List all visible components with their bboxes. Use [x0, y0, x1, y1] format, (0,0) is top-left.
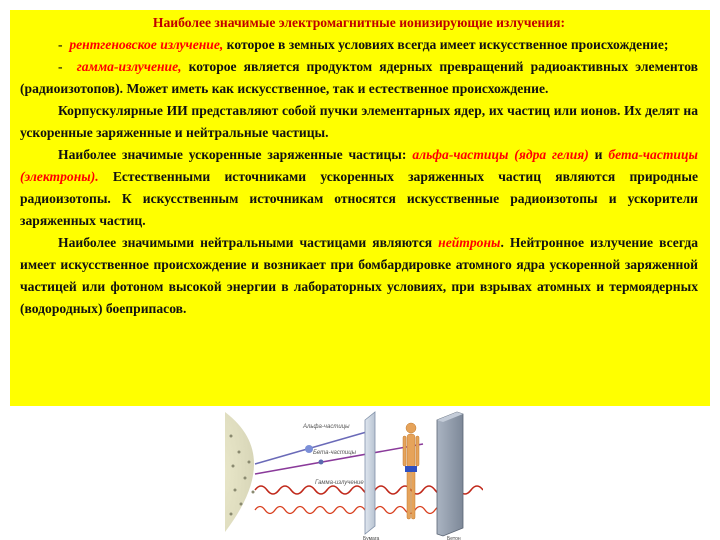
term-alpha: альфа-частицы (ядра гелия)	[412, 147, 589, 162]
text-panel	[10, 10, 710, 406]
label-paper: Бумага	[363, 536, 380, 540]
beta-particle	[319, 460, 324, 465]
paragraph-charged	[20, 144, 698, 232]
paragraph-neutral	[20, 232, 698, 320]
label-gamma: Гамма-излучение	[315, 480, 364, 486]
paragraph-charged-text: Естественными источниками ускоренных заряженных частиц являются природные радиоизотопы. К искусственным источникам относятся искусственные радиоизотопы и ускорители заряженных частиц.	[20, 169, 698, 228]
paragraph-corpuscular: Корпускулярные ИИ представляют собой пучки элементарных ядер, их частиц или ионов. Их делят на ускоренные заряженные и нейтральные частицы.	[20, 103, 698, 140]
slide-title: Наиболее значимые электромагнитные ионизирующие излучения:	[152, 15, 566, 30]
paragraph-gamma-text: которое является продуктом ядерных превращений радиоактивных элементов (радиоизотопов). Может иметь как искусственное, так и естественное происхождение.	[20, 59, 698, 96]
radiation-penetration-figure	[225, 406, 483, 540]
label-beta: Бета-частицы	[313, 450, 357, 456]
radiation-illustration	[225, 406, 483, 540]
alpha-particle	[305, 445, 313, 453]
concrete-wall	[437, 412, 463, 536]
bullet-dash: -	[58, 59, 63, 74]
paragraph-neutral-text: . Нейтронное излучение всегда имеет искусственное происхождение и возникает при бомбардировке атомного ядра ускоренной заряженной частицей или фотоном высокой энергии в лабораторных условиях, при взрывах атомных и термоядерных (водородных) боеприпасов.	[20, 235, 698, 316]
paragraph-xray	[20, 34, 698, 56]
paragraph-charged-lead: Наиболее значимые ускоренные заряженные частицы:	[58, 147, 413, 162]
conjunction: и	[588, 147, 609, 162]
term-gamma: гамма-излучение,	[76, 59, 182, 74]
term-xray: рентгеновское излучение,	[69, 37, 224, 52]
paragraph-gamma	[20, 56, 698, 100]
term-neutrons: нейтроны	[438, 235, 501, 250]
label-alpha: Альфа-частицы	[303, 424, 350, 430]
bullet-dash: -	[58, 37, 63, 52]
paper-sheet	[365, 412, 375, 534]
paragraph-neutral-lead: Наиболее значимыми нейтральными частицами являются	[58, 235, 439, 250]
paragraph-xray-text: которое в земных условиях всегда имеет искусственное происхождение;	[223, 37, 669, 52]
label-concrete: Бетон	[447, 536, 461, 540]
term-beta: бета-частицы (электроны).	[20, 147, 698, 184]
human-shorts	[405, 466, 417, 472]
